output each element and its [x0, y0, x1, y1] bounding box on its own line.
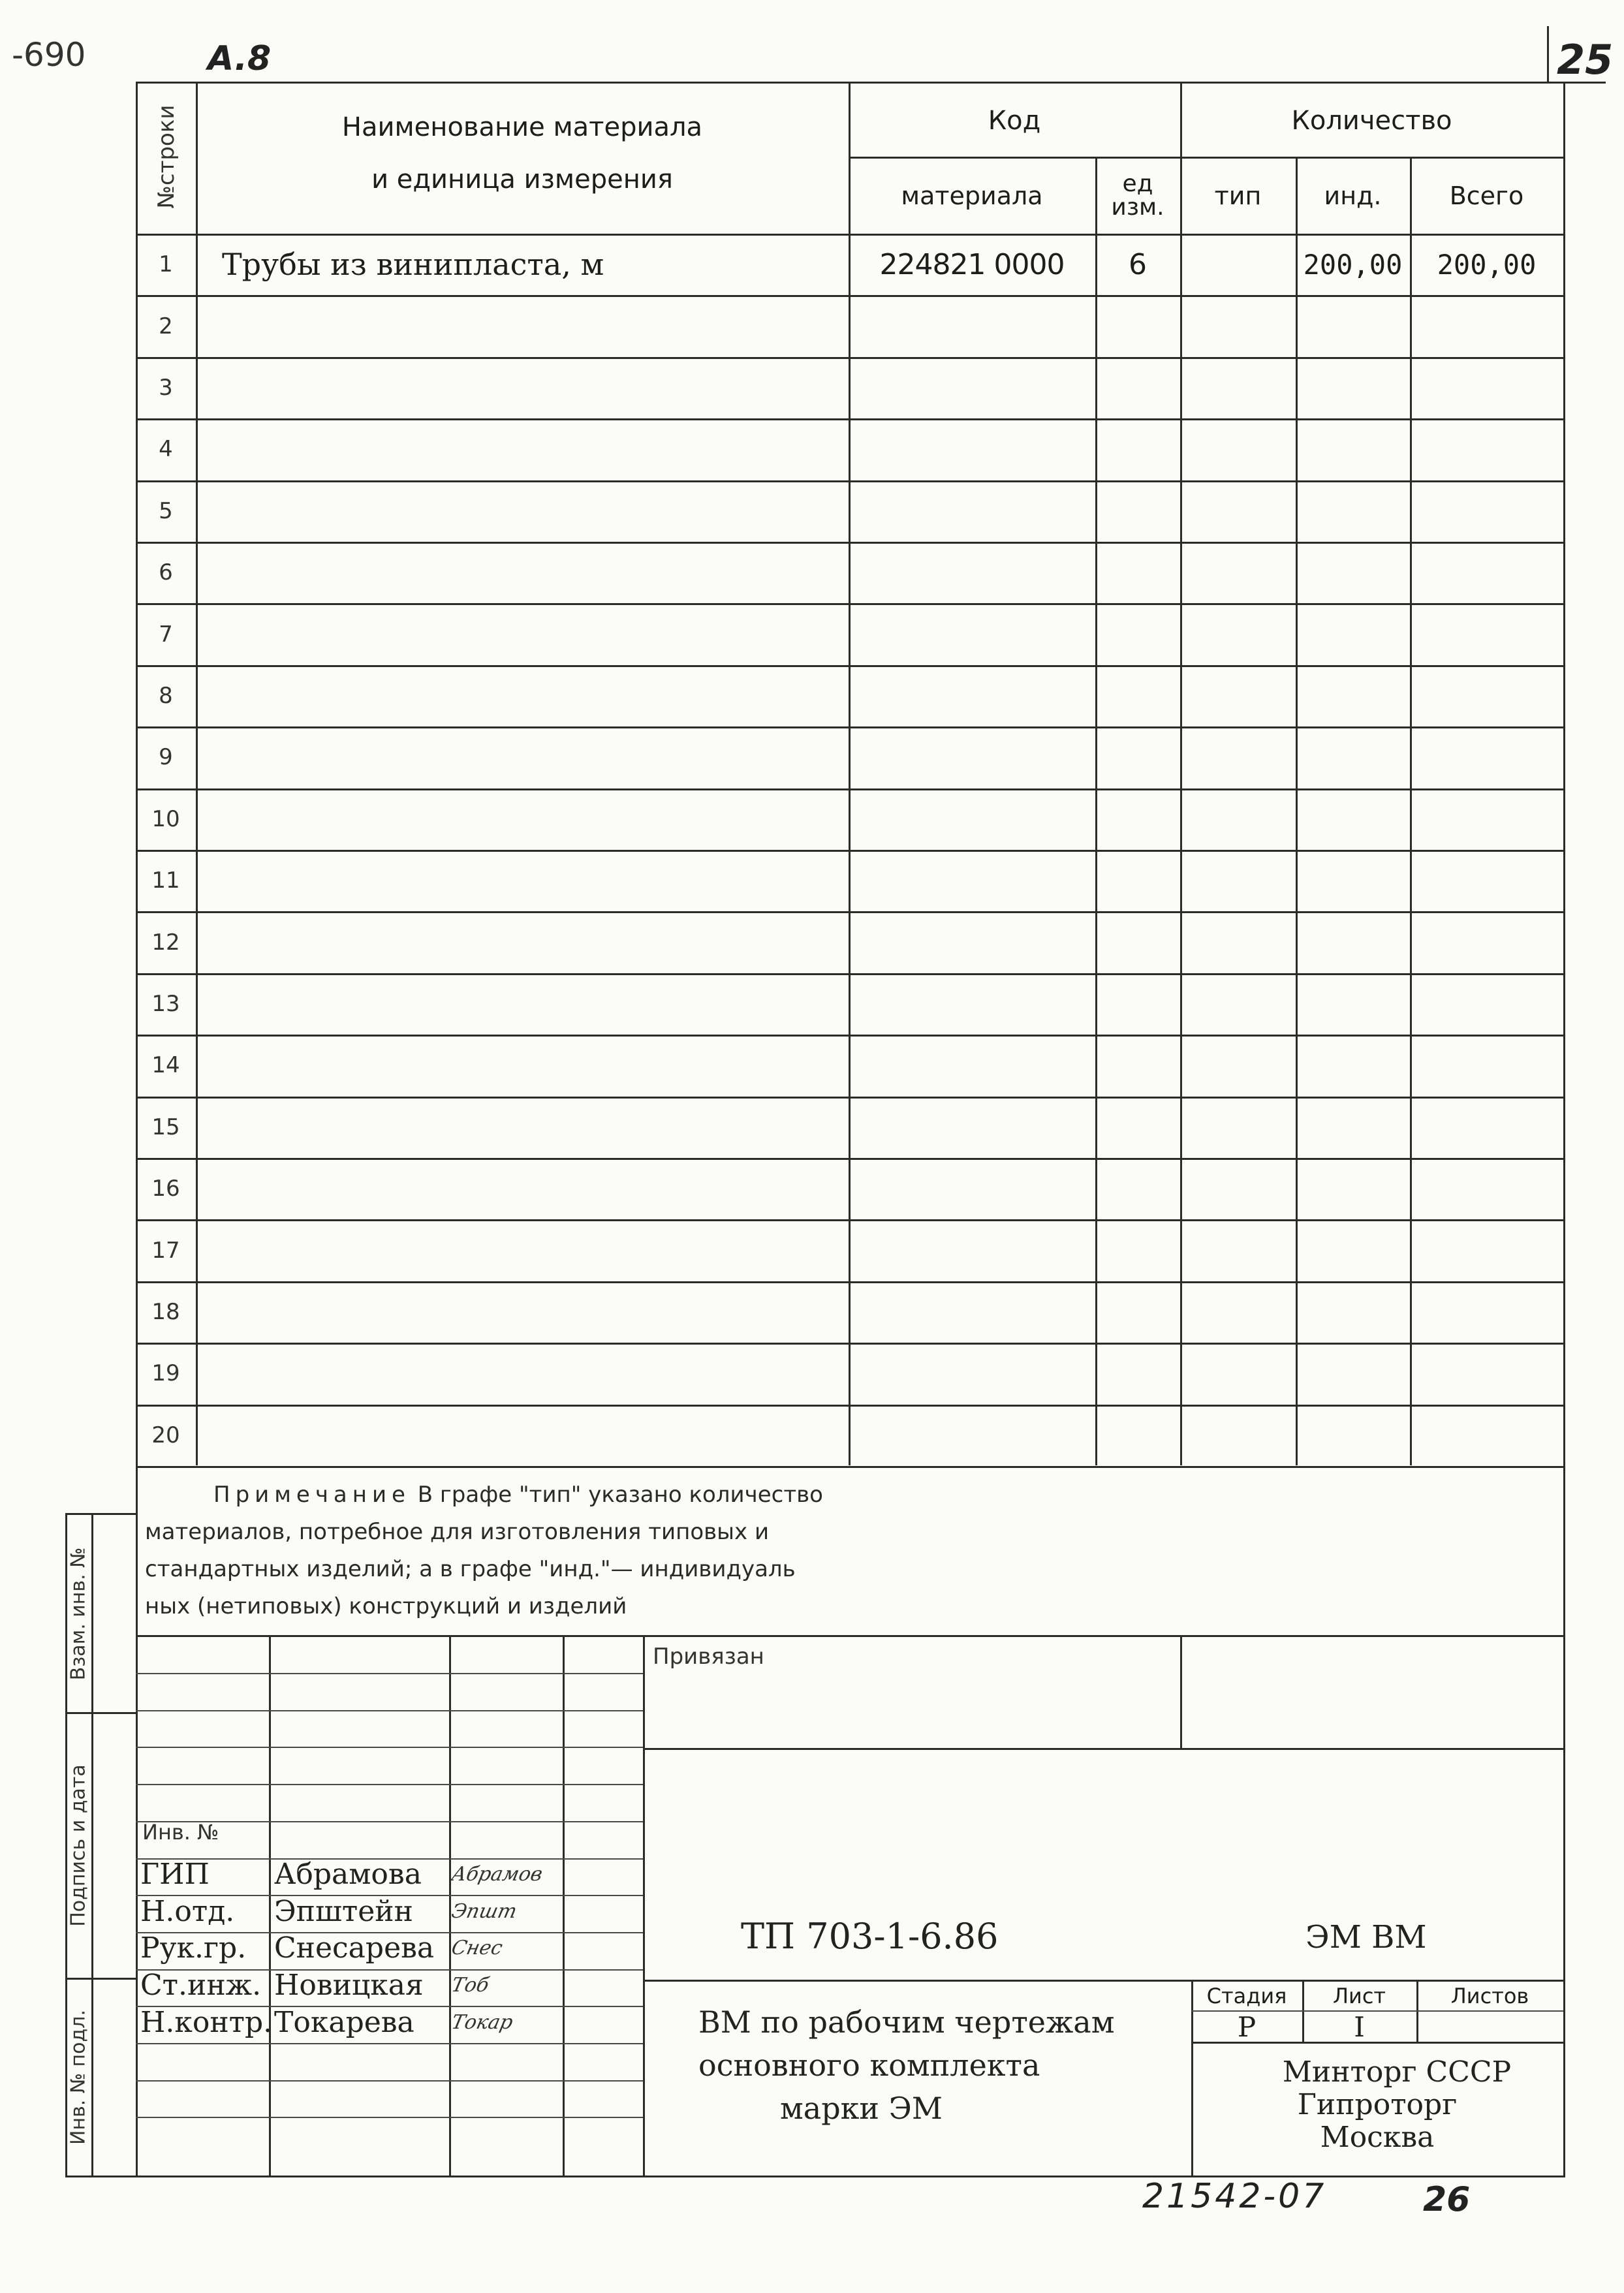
material-code	[849, 1158, 1095, 1219]
material-code	[849, 295, 1095, 356]
row-number: 15	[151, 1114, 180, 1140]
qty-type	[1180, 726, 1296, 788]
signatory-role: ГИП	[140, 1858, 210, 1891]
stamp-col-4	[643, 1635, 645, 2176]
qty-ind	[1296, 542, 1410, 603]
side-label-inv: Инв. № подл.	[67, 2010, 90, 2145]
material-name	[196, 357, 849, 418]
unit-code	[1095, 1343, 1180, 1404]
row-number: 17	[151, 1237, 180, 1264]
header-material: материала	[901, 181, 1043, 210]
bottom-doc-number: 21542-07	[1142, 2177, 1327, 2216]
sheet-handwritten-label: A.8	[208, 39, 272, 78]
signatory-name: Эпштейн	[274, 1894, 413, 1928]
material-name	[196, 788, 849, 850]
material-code	[849, 1405, 1095, 1466]
material-code	[849, 1343, 1095, 1404]
note-line4: ных (нетиповых) конструкций и изделий	[145, 1593, 627, 1619]
material-code	[849, 1035, 1095, 1096]
sheet-label: Лист	[1332, 1984, 1386, 2008]
row-number: 20	[151, 1422, 180, 1448]
material-code	[849, 788, 1095, 850]
row-number: 11	[151, 867, 180, 894]
qty-total: 200,00	[1437, 248, 1537, 281]
qty-total	[1410, 726, 1563, 788]
doc-mark: ЭМ ВМ	[1305, 1919, 1427, 1956]
material-name	[196, 850, 849, 911]
corner-number: -690	[12, 36, 86, 74]
signatory-name: Новицкая	[274, 1969, 424, 2003]
row-number: 13	[151, 990, 180, 1017]
material-name	[196, 1097, 849, 1158]
qty-total	[1410, 480, 1563, 542]
qty-type	[1180, 234, 1296, 295]
header-mid-line	[849, 157, 1563, 159]
qty-total	[1410, 850, 1563, 911]
signatory-role: Н.контр.	[140, 2005, 273, 2039]
material-name	[196, 1219, 849, 1281]
row-number: 7	[159, 621, 173, 647]
qty-ind	[1296, 973, 1410, 1035]
signature: Эпшт	[449, 1899, 519, 1923]
side-label-podpis: Подпись и дата	[67, 1764, 90, 1927]
qty-ind	[1296, 357, 1410, 418]
row-number: 6	[159, 559, 173, 586]
material-name	[196, 665, 849, 726]
org-line3: Москва	[1320, 2121, 1435, 2154]
doc-title-line2: основного комплекта	[698, 2048, 1040, 2083]
qty-ind	[1296, 850, 1410, 911]
signatory-role: Н.отд.	[140, 1894, 235, 1928]
side-label-vzam: Взам. инв. №	[67, 1547, 90, 1681]
material-code	[849, 1281, 1095, 1343]
material-code	[849, 418, 1095, 480]
material-code	[849, 911, 1095, 973]
qty-ind	[1296, 1405, 1410, 1466]
material-code	[849, 665, 1095, 726]
material-name	[196, 418, 849, 480]
doc-title	[698, 2001, 1115, 2130]
qty-ind	[1296, 1281, 1410, 1343]
material-code: 224821 0000	[879, 247, 1065, 281]
row-number: 2	[159, 313, 173, 339]
qty-ind	[1296, 1158, 1410, 1219]
unit-code	[1095, 480, 1180, 542]
qty-type	[1180, 542, 1296, 603]
qty-ind	[1296, 911, 1410, 973]
material-code	[849, 1219, 1095, 1281]
material-name	[196, 1158, 849, 1219]
qty-type	[1180, 1219, 1296, 1281]
qty-type	[1180, 788, 1296, 850]
org-line1: Минторг СССР	[1282, 2055, 1512, 2089]
sheet-number: 25	[1557, 36, 1614, 84]
signature: Снес	[449, 1937, 505, 1960]
material-code	[849, 726, 1095, 788]
stage-value: Р	[1237, 2010, 1257, 2043]
qty-total	[1410, 1405, 1563, 1466]
note-line2: материалов, потребное для изготовления типовых и	[145, 1519, 770, 1545]
signatory-name: Абрамова	[274, 1858, 422, 1891]
qty-ind	[1296, 418, 1410, 480]
material-name	[196, 1281, 849, 1343]
doc-code: ТП 703-1-6.86	[741, 1916, 999, 1957]
row-number: 5	[159, 497, 173, 524]
sheets-label: Листов	[1450, 1984, 1529, 2008]
row-number: 4	[159, 436, 173, 463]
qty-total	[1410, 1097, 1563, 1158]
qty-ind	[1296, 1343, 1410, 1404]
material-name	[196, 1405, 849, 1466]
qty-total	[1410, 357, 1563, 418]
header-name-line1: Наименование материала	[341, 112, 703, 142]
material-code	[849, 973, 1095, 1035]
row-line	[136, 1466, 1565, 1468]
stamp-grid-line	[136, 2080, 643, 2082]
qty-total	[1410, 542, 1563, 603]
unit-code	[1095, 665, 1180, 726]
side-strip-mid	[91, 1513, 93, 2177]
stamp-grid-line	[136, 2117, 643, 2118]
qty-ind	[1296, 665, 1410, 726]
signature: Токар	[449, 2010, 515, 2034]
qty-type	[1180, 973, 1296, 1035]
unit-code	[1095, 542, 1180, 603]
stamp-grid-line	[136, 1747, 643, 1748]
unit-code	[1095, 1158, 1180, 1219]
side-strip-top	[65, 1513, 136, 1515]
qty-total	[1410, 295, 1563, 356]
qty-total	[1410, 1035, 1563, 1096]
frame-top	[136, 82, 1565, 84]
unit-code	[1095, 603, 1180, 664]
qty-ind	[1296, 603, 1410, 664]
qty-total	[1410, 1281, 1563, 1343]
stage-label: Стадия	[1206, 1984, 1287, 2008]
qty-ind: 200,00	[1303, 248, 1403, 281]
note-text	[145, 1476, 993, 1625]
qty-ind	[1296, 295, 1410, 356]
side-strip-sep1	[65, 1712, 136, 1714]
unit-code	[1095, 418, 1180, 480]
unit-code	[1095, 788, 1180, 850]
qty-ind	[1296, 480, 1410, 542]
stamp-grid-line	[136, 1673, 643, 1674]
qty-ind	[1296, 726, 1410, 788]
row-number: 14	[151, 1052, 180, 1079]
unit-code	[1095, 295, 1180, 356]
header-type: тип	[1214, 181, 1262, 210]
header-name-line2: и единица измерения	[371, 164, 673, 195]
top-right-tick	[1547, 26, 1549, 82]
header-row-number: №строки	[153, 104, 180, 209]
qty-type	[1180, 295, 1296, 356]
material-name: Трубы из винипласта, м	[222, 247, 604, 283]
qty-total	[1410, 665, 1563, 726]
bottom-page-number: 26	[1423, 2180, 1471, 2219]
qty-ind	[1296, 1097, 1410, 1158]
material-code	[849, 603, 1095, 664]
note-line3: стандартных изделий; а в графе "инд."— индивидуаль	[145, 1556, 796, 1582]
privyazan-bottom	[643, 1748, 1563, 1750]
material-name	[196, 295, 849, 356]
qty-type	[1180, 1405, 1296, 1466]
unit-code	[1095, 1281, 1180, 1343]
organization	[1191, 2056, 1563, 2154]
qty-type	[1180, 665, 1296, 726]
sheet-value: I	[1354, 2010, 1365, 2043]
signatory-name: Снесарева	[274, 1931, 435, 1965]
stamp-grid-line	[136, 2043, 643, 2044]
qty-type	[1180, 1158, 1296, 1219]
unit-code	[1095, 850, 1180, 911]
material-code	[849, 850, 1095, 911]
material-code	[849, 542, 1095, 603]
row-number: 1	[159, 251, 173, 278]
qty-total	[1410, 603, 1563, 664]
qty-type	[1180, 1281, 1296, 1343]
doc-title-line3: марки ЭМ	[780, 2091, 943, 2126]
material-name	[196, 542, 849, 603]
row-number: 18	[151, 1298, 180, 1325]
unit-code	[1095, 973, 1180, 1035]
qty-type	[1180, 1343, 1296, 1404]
qty-type	[1180, 418, 1296, 480]
note-bottom-line	[136, 1635, 1565, 1637]
signatory-role: Рук.гр.	[140, 1931, 247, 1965]
qty-total	[1410, 1219, 1563, 1281]
qty-type	[1180, 603, 1296, 664]
header-ind: инд.	[1324, 181, 1382, 210]
qty-ind	[1296, 1219, 1410, 1281]
qty-total	[1410, 1158, 1563, 1219]
qty-type	[1180, 1097, 1296, 1158]
unit-code	[1095, 357, 1180, 418]
qty-type	[1180, 357, 1296, 418]
frame-bottom	[65, 2176, 1565, 2177]
row-number: 3	[159, 374, 173, 401]
header-unit: ед изм.	[1111, 170, 1164, 221]
material-name	[196, 911, 849, 973]
row-number: 10	[151, 805, 180, 832]
qty-type	[1180, 911, 1296, 973]
qty-total	[1410, 1343, 1563, 1404]
unit-code	[1095, 1097, 1180, 1158]
signatory-role: Ст.инж.	[140, 1969, 262, 2003]
qty-total	[1410, 973, 1563, 1035]
material-code	[849, 1097, 1095, 1158]
privyazan-divider	[1180, 1635, 1182, 1748]
unit-code: 6	[1129, 247, 1147, 281]
material-code	[849, 480, 1095, 542]
row-number: 8	[159, 682, 173, 709]
unit-code	[1095, 1405, 1180, 1466]
material-name	[196, 603, 849, 664]
header-code: Код	[988, 106, 1041, 136]
inv-no-label: Инв. №	[142, 1820, 219, 1845]
qty-ind	[1296, 788, 1410, 850]
qty-total	[1410, 911, 1563, 973]
doc-title-line1: ВМ по рабочим чертежам	[698, 2004, 1115, 2040]
qty-ind	[1296, 1035, 1410, 1096]
unit-code	[1095, 726, 1180, 788]
unit-code	[1095, 1035, 1180, 1096]
qty-total	[1410, 788, 1563, 850]
unit-code	[1095, 911, 1180, 973]
row-number: 12	[151, 929, 180, 956]
qty-type	[1180, 850, 1296, 911]
material-name	[196, 480, 849, 542]
material-name	[196, 1035, 849, 1096]
signatory-name: Токарева	[274, 2005, 414, 2039]
header-quantity: Количество	[1291, 106, 1452, 136]
header-total: Всего	[1449, 181, 1524, 210]
material-name	[196, 1343, 849, 1404]
stamp-grid-line	[136, 1784, 643, 1785]
privyazan-label: Привязан	[653, 1644, 764, 1670]
qty-total	[1410, 418, 1563, 480]
signature: Тоб	[449, 1974, 492, 1997]
note-line1: В графе "тип" указано количество	[417, 1482, 823, 1508]
org-line2: Гипроторг	[1297, 2088, 1458, 2121]
unit-code	[1095, 1219, 1180, 1281]
signature: Абрамов	[449, 1863, 545, 1886]
stamp-grid-line	[136, 1710, 643, 1711]
material-name	[196, 973, 849, 1035]
row-number: 9	[159, 744, 173, 771]
note-lead: Примечание	[213, 1482, 411, 1508]
qty-type	[1180, 480, 1296, 542]
material-name	[196, 726, 849, 788]
row-number: 19	[151, 1360, 180, 1387]
qty-type	[1180, 1035, 1296, 1096]
material-code	[849, 357, 1095, 418]
row-number: 16	[151, 1176, 180, 1202]
